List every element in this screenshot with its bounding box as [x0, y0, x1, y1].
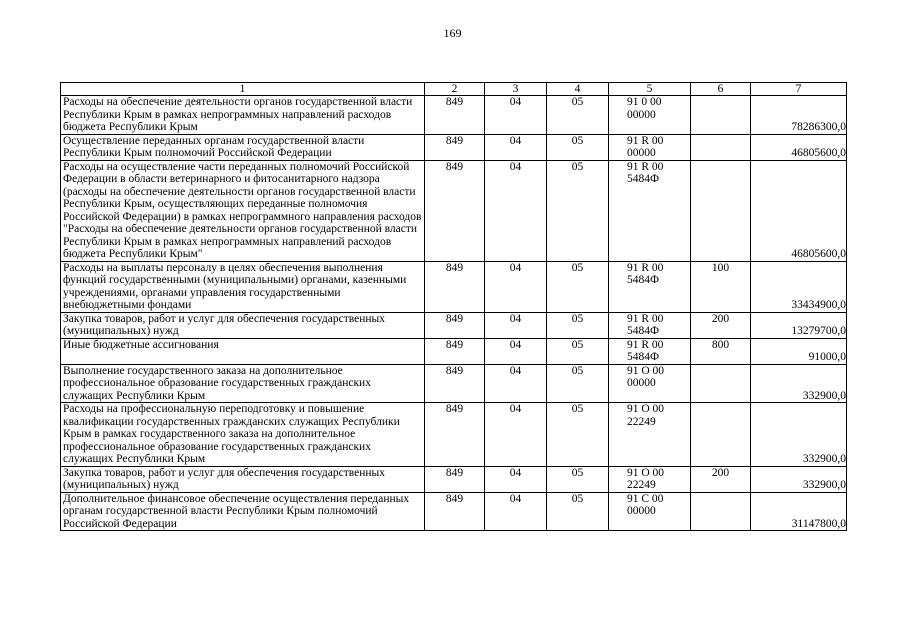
subsection-cell: 05: [547, 160, 609, 261]
expense-type-cell: [691, 492, 751, 531]
amount-cell: 91000,0: [751, 338, 847, 364]
target-article-cell: 91 R 00 5484Ф: [609, 160, 691, 261]
page-number: 169: [443, 26, 462, 40]
target-article-cell: 91 R 00 00000: [609, 134, 691, 160]
amount-cell: 31147800,0: [751, 492, 847, 531]
row-name-cell: Закупка товаров, работ и услуг для обеспечения государственных (муниципальных) нужд: [61, 312, 425, 338]
column-header: 5: [609, 83, 691, 96]
subsection-cell: 05: [547, 96, 609, 135]
subsection-cell: 05: [547, 338, 609, 364]
section-cell: 04: [485, 466, 547, 492]
row-name-cell: Закупка товаров, работ и услуг для обеспечения государственных (муниципальных) нужд: [61, 466, 425, 492]
target-article-cell: 91 С 00 00000: [609, 492, 691, 531]
expense-type-cell: 100: [691, 261, 751, 312]
target-article-cell: 91 О 00 00000: [609, 364, 691, 403]
column-header: 2: [425, 83, 485, 96]
expense-type-cell: [691, 160, 751, 261]
subsection-cell: 05: [547, 403, 609, 467]
column-header: 3: [485, 83, 547, 96]
target-article-cell: 91 R 00 5484Ф: [609, 312, 691, 338]
table-row: [61, 96, 847, 135]
code-cell: 849: [425, 312, 485, 338]
column-header: 4: [547, 83, 609, 96]
budget-table: [60, 82, 847, 531]
table-row: [61, 403, 847, 467]
amount-cell: 33434900,0: [751, 261, 847, 312]
section-cell: 04: [485, 134, 547, 160]
code-cell: 849: [425, 134, 485, 160]
code-cell: 849: [425, 160, 485, 261]
table-row: [61, 492, 847, 531]
table-row: [61, 160, 847, 261]
subsection-cell: 05: [547, 134, 609, 160]
section-cell: 04: [485, 492, 547, 531]
section-cell: 04: [485, 160, 547, 261]
column-header: 6: [691, 83, 751, 96]
code-cell: 849: [425, 364, 485, 403]
table-row: [61, 338, 847, 364]
column-header: 7: [751, 83, 847, 96]
code-cell: 849: [425, 338, 485, 364]
row-name-cell: Выполнение государственного заказа на дополнительное профессиональное образование государственных гражданских служащих Республики Крым: [61, 364, 425, 403]
expense-type-cell: [691, 364, 751, 403]
table-body: [61, 96, 847, 531]
target-article-cell: 91 R 00 5484Ф: [609, 261, 691, 312]
code-cell: 849: [425, 403, 485, 467]
section-cell: 04: [485, 312, 547, 338]
column-header: 1: [61, 83, 425, 96]
section-cell: 04: [485, 96, 547, 135]
amount-cell: 332900,0: [751, 466, 847, 492]
code-cell: 849: [425, 466, 485, 492]
amount-cell: 13279700,0: [751, 312, 847, 338]
row-name-cell: Расходы на осуществление части переданных полномочий Российской Федерации в области ветеринарного и фитосанитарного надзора (расходы на обеспечение деятельности органов государственной власти Республики Крым, осуществляющих переданные полномочия Российской Федерации) в рамках непрограммного направления расходов "Расходы на обеспечение деятельности органов государственной власти Республики Крым в рамках непрограммных направлений расходов бюджета Республики Крым": [61, 160, 425, 261]
amount-cell: 332900,0: [751, 364, 847, 403]
row-name-cell: Иные бюджетные ассигнования: [61, 338, 425, 364]
section-cell: 04: [485, 364, 547, 403]
amount-cell: 46805600,0: [751, 160, 847, 261]
target-article-cell: 91 R 00 5484Ф: [609, 338, 691, 364]
section-cell: 04: [485, 338, 547, 364]
amount-cell: 332900,0: [751, 403, 847, 467]
expense-type-cell: [691, 403, 751, 467]
amount-cell: 46805600,0: [751, 134, 847, 160]
subsection-cell: 05: [547, 466, 609, 492]
row-name-cell: Расходы на профессиональную переподготовку и повышение квалификации государственных гражданских служащих Республики Крым в рамках государственного заказа на дополнительное профессиональное образование государственных гражданских служащих Республики Крым: [61, 403, 425, 467]
expense-type-cell: 200: [691, 312, 751, 338]
row-name-cell: Осуществление переданных органам государственной власти Республики Крым полномочий Российской Федерации: [61, 134, 425, 160]
table-row: [61, 312, 847, 338]
section-cell: 04: [485, 261, 547, 312]
subsection-cell: 05: [547, 312, 609, 338]
section-cell: 04: [485, 403, 547, 467]
row-name-cell: Расходы на обеспечение деятельности органов государственной власти Республики Крым в рамках непрограммных направлений расходов бюджета Республики Крым: [61, 96, 425, 135]
target-article-cell: 91 0 00 00000: [609, 96, 691, 135]
code-cell: 849: [425, 492, 485, 531]
amount-cell: 78286300,0: [751, 96, 847, 135]
table-row: [61, 261, 847, 312]
row-name-cell: Расходы на выплаты персоналу в целях обеспечения выполнения функций государственными (муниципальными) органами, казенными учреждениями, органами управления государственными внебюджетными фондами: [61, 261, 425, 312]
subsection-cell: 05: [547, 364, 609, 403]
code-cell: 849: [425, 261, 485, 312]
code-cell: 849: [425, 96, 485, 135]
target-article-cell: 91 О 00 22249: [609, 466, 691, 492]
table-header-row: [61, 83, 847, 96]
subsection-cell: 05: [547, 261, 609, 312]
table-row: [61, 364, 847, 403]
table-row: [61, 466, 847, 492]
row-name-cell: Дополнительное финансовое обеспечение осуществления переданных органам государственной власти Республики Крым полномочий Российской Федерации: [61, 492, 425, 531]
target-article-cell: 91 О 00 22249: [609, 403, 691, 467]
subsection-cell: 05: [547, 492, 609, 531]
table-row: [61, 134, 847, 160]
expense-type-cell: 200: [691, 466, 751, 492]
expense-type-cell: [691, 96, 751, 135]
expense-type-cell: [691, 134, 751, 160]
expense-type-cell: 800: [691, 338, 751, 364]
